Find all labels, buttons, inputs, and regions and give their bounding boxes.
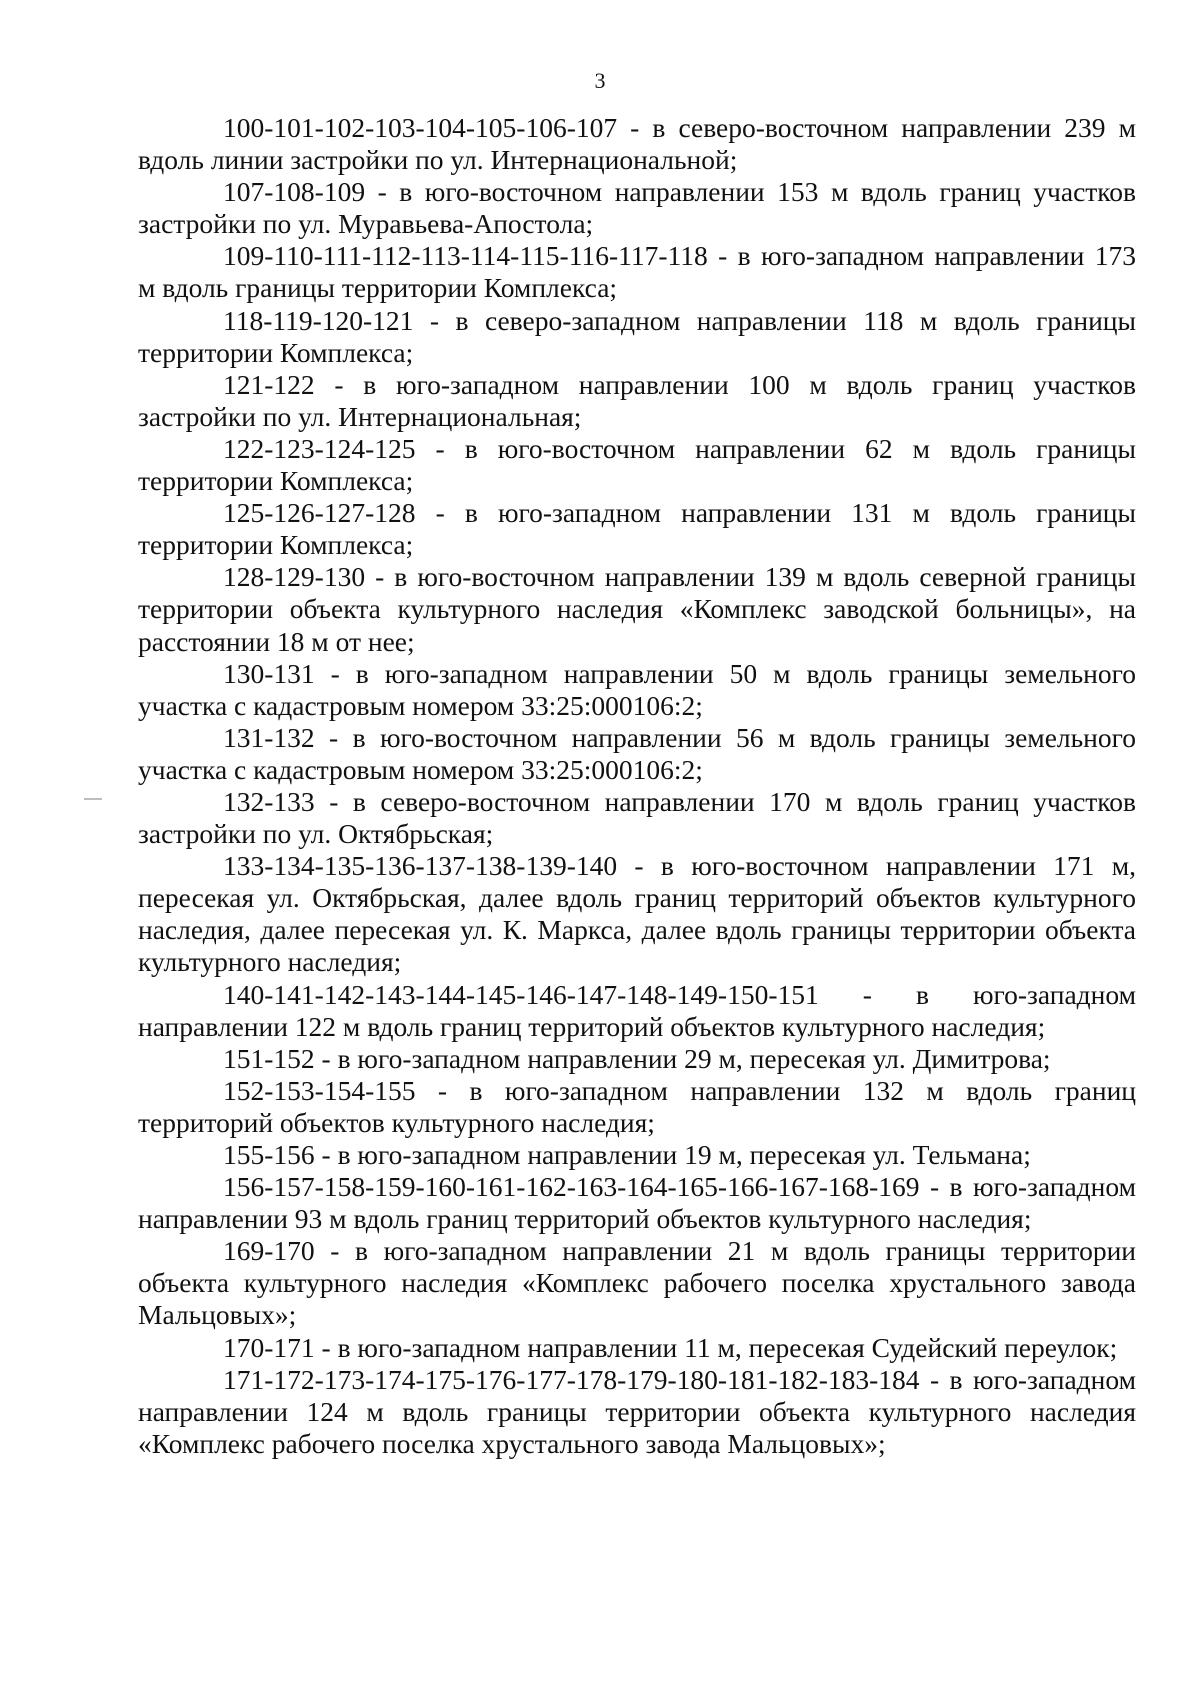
paragraph-segment-155-156: 155-156 - в юго-западном направлении 19 м, пересекая ул. Тельмана; [223, 1139, 1031, 1170]
paragraph-segment-128-130: 128-129-130 - в юго-восточном направлении 139 м вдоль северной границы территории объекта культурного наследия «Комплекс заводской больницы», на расстоянии 18 м от нее; [138, 561, 1136, 657]
page-number: 3 [594, 68, 606, 93]
paragraph-segment-130-131: 130-131 - в юго-западном направлении 50 м вдоль границы земельного участка с кадастровым номером 33:25:000106:2; [138, 657, 1136, 721]
paragraph-segment-132-133: 132-133 - в северо-восточном направлении 170 м вдоль границ участков застройки по ул. Октябрьская; [138, 785, 1136, 850]
paragraph-segment-170-171: 170-171 - в юго-западном направлении 11 м, пересекая Судейский переулок; [223, 1331, 1118, 1363]
paragraph-segment-100-107: 100-101-102-103-104-105-106-107 - в северо-восточном направлении 239 м вдоль линии застройки по ул. Интернациональной; [138, 112, 1136, 176]
paragraph-segment-140-151: 140-141-142-143-144-145-146-147-148-149-150-151 - в юго-западном направлении 122 м вдоль границ территорий объектов культурного наследия; [138, 978, 1136, 1042]
paragraph-segment-133-140: 133-134-135-136-137-138-139-140 - в юго-восточном направлении 171 м, пересекая ул. Октябрьская, далее вдоль границ территорий объектов культурного наследия, далее пересекая ул. К. Маркса, далее вдоль границы территории объекта культурного наследия; [138, 850, 1136, 978]
paragraph-segment-156-169: 156-157-158-159-160-161-162-163-164-165-166-167-168-169 - в юго-западном направлении 93 м вдоль границ территорий объектов культурного наследия; [138, 1171, 1136, 1235]
paragraph-segment-151-152: 151-152 - в юго-западном направлении 29 м, пересекая ул. Димитрова; [223, 1042, 1051, 1074]
paragraph-segment-107-109: 107-108-109 - в юго-восточном направлении 153 м вдоль границ участков застройки по ул. Муравьева-Апостола; [138, 176, 1136, 240]
paragraph-segment-109-118: 109-110-111-112-113-114-115-116-117-118 - в юго-западном направлении 173 м вдоль границы территории Комплекса; [138, 240, 1136, 304]
paragraph-segment-121-122: 121-122 - в юго-западном направлении 100 м вдоль границ участков застройки по ул. Интернациональная; [138, 368, 1136, 432]
paragraph-segment-125-128: 125-126-127-128 - в юго-западном направлении 131 м вдоль границы территории Комплекса; [138, 497, 1136, 561]
document-body [138, 112, 1136, 1460]
paragraph-segment-152-155: 152-153-154-155 - в юго-западном направлении 132 м вдоль границ территорий объектов культурного наследия; [138, 1074, 1136, 1138]
scan-artifact [84, 798, 102, 800]
paragraph-segment-171-184: 171-172-173-174-175-176-177-178-179-180-181-182-183-184 - в юго-западном направлении 124 м вдоль границы территории объекта культурного наследия «Комплекс рабочего поселка хрустального завода Мальцовых»; [138, 1363, 1136, 1459]
paragraph-segment-122-125: 122-123-124-125 - в юго-восточном направлении 62 м вдоль границы территории Комплекса; [138, 432, 1136, 497]
paragraph-segment-169-170: 169-170 - в юго-западном направлении 21 м вдоль границы территории объекта культурного наследия «Комплекс рабочего поселка хрустального завода Мальцовых»; [138, 1235, 1136, 1331]
paragraph-segment-118-121: 118-119-120-121 - в северо-западном направлении 118 м вдоль границы территории Комплекса; [138, 304, 1136, 368]
paragraph-segment-131-132: 131-132 - в юго-восточном направлении 56 м вдоль границы земельного участка с кадастровым номером 33:25:000106:2; [138, 721, 1136, 785]
